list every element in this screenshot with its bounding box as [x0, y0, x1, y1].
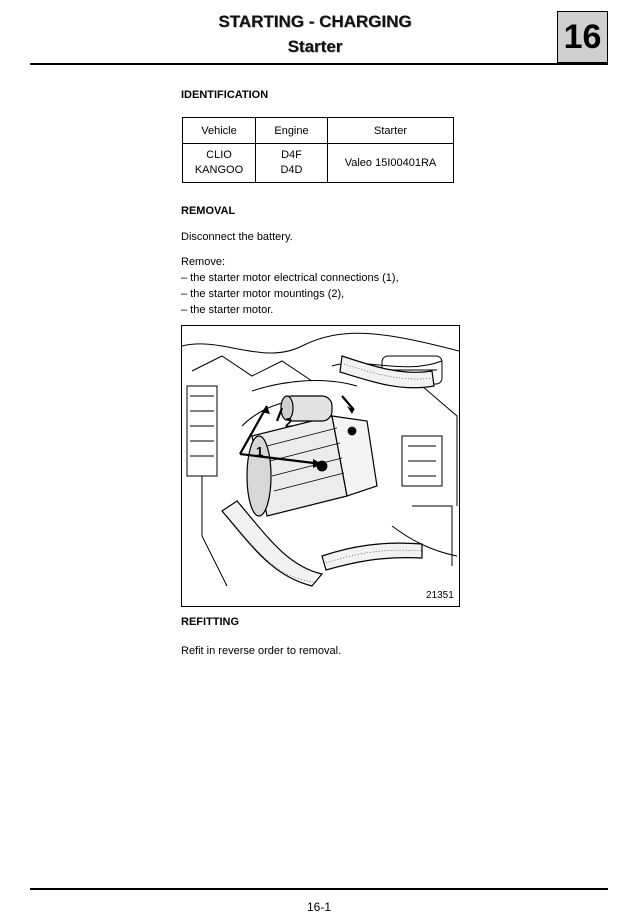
column-header-vehicle: Vehicle [183, 118, 256, 144]
column-header-engine: Engine [256, 118, 328, 144]
identification-heading: IDENTIFICATION [181, 89, 269, 101]
footer-rule [30, 888, 608, 890]
callout-1: 1 [256, 444, 264, 459]
vehicle-kangoo: KANGOO [194, 164, 244, 176]
removal-item: – the starter motor electrical connections (1), [181, 272, 399, 284]
vehicle-cell [183, 144, 256, 183]
removal-item: – the starter motor. [181, 304, 274, 316]
table-row [183, 144, 454, 183]
starter-motor-illustration [181, 325, 460, 607]
refitting-heading: REFITTING [181, 616, 240, 628]
figure-reference-number: 21351 [426, 590, 454, 601]
page-title: STARTING - CHARGING [218, 12, 412, 31]
starter-cell: Valeo 15I00401RA [328, 144, 454, 183]
chapter-number-badge: 16 [557, 11, 608, 63]
identification-table [182, 117, 454, 183]
engine-drawing [182, 326, 459, 606]
page-number: 16-1 [306, 900, 332, 914]
column-header-starter: Starter [328, 118, 454, 144]
vehicle-clio: CLIO [206, 149, 232, 161]
removal-step-disconnect: Disconnect the battery. [181, 231, 293, 243]
engine-cell [256, 144, 328, 183]
header-rule [30, 63, 608, 65]
table-header-row [183, 118, 454, 144]
page-subtitle: Starter [287, 37, 343, 56]
remove-label: Remove: [181, 256, 226, 268]
engine-d4f: D4F [281, 149, 302, 161]
engine-d4d: D4D [280, 164, 303, 176]
refitting-text: Refit in reverse order to removal. [181, 645, 342, 657]
removal-item: – the starter motor mountings (2), [181, 288, 345, 300]
removal-heading: REMOVAL [181, 205, 236, 217]
callout-2: 2 [285, 415, 293, 430]
